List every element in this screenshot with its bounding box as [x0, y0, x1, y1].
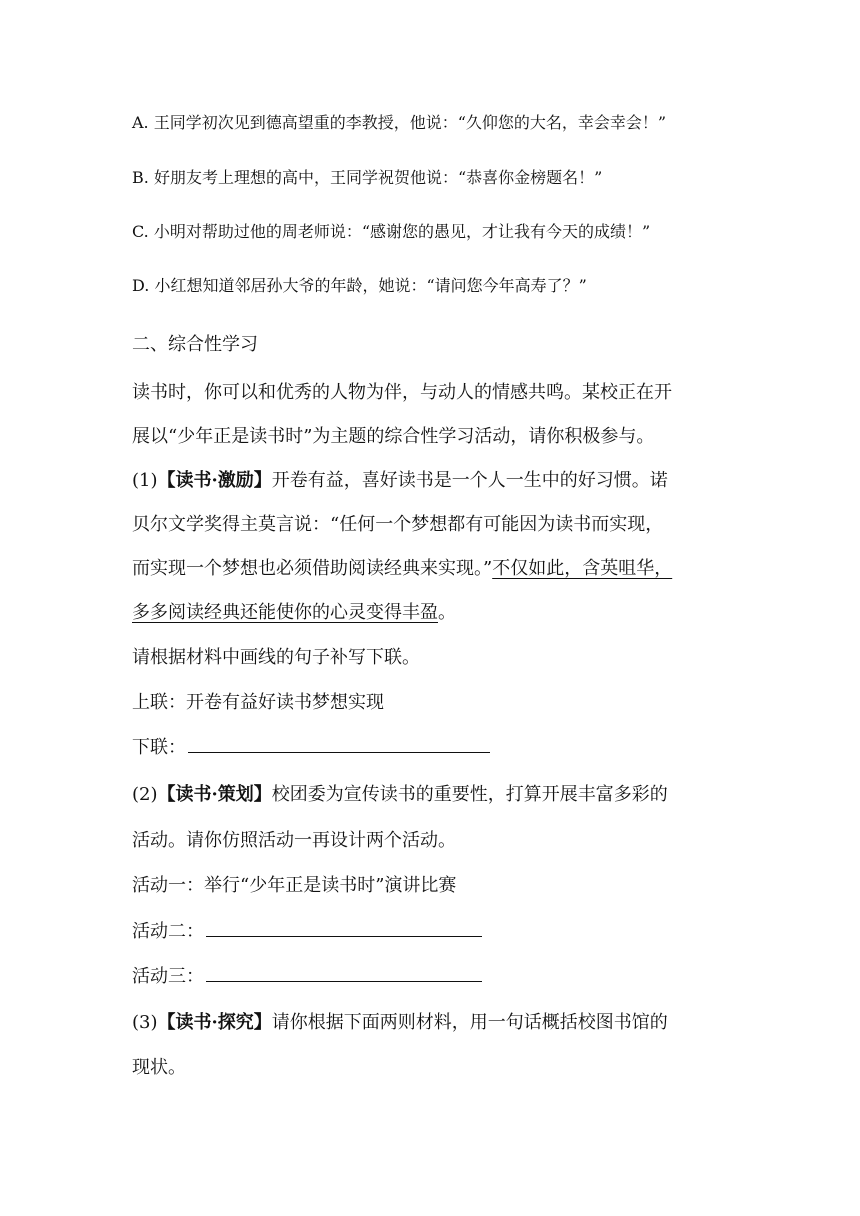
- intro-line-2: 展以“少年正是读书时”为主题的综合性学习活动，请你积极参与。: [132, 426, 655, 447]
- option-a: [132, 110, 666, 133]
- underlined-sentence: 多多阅读经典还能使你的心灵变得丰盈: [132, 602, 438, 623]
- intro-line-1: 读书时，你可以和优秀的人物为伴，与动人的情感共鸣。某校正在开: [132, 382, 672, 403]
- option-c: [132, 219, 650, 242]
- option-text: 王同学初次见到德高望重的李教授，他说：“久仰您的大名，幸会幸会！”: [153, 113, 667, 132]
- option-text: 好朋友考上理想的高中，王同学祝贺他说：“恭喜你金榜题名！”: [153, 168, 603, 187]
- q1-instruction: 请根据材料中画线的句子补写下联。: [132, 647, 420, 668]
- q2-line-1: [132, 780, 668, 806]
- option-letter: D.: [132, 276, 150, 295]
- question-tag: 【读书·策划】: [157, 784, 272, 805]
- q3-line-2: 现状。: [132, 1057, 186, 1078]
- question-number: (1): [132, 470, 158, 491]
- activity-two-label: 活动二：: [132, 921, 204, 942]
- upper-couplet: 上联：开卷有益好读书梦想实现: [132, 692, 384, 713]
- q2-line-2: 活动。请你仿照活动一再设计两个活动。: [132, 830, 456, 851]
- q1-line-4: 多多阅读经典还能使你的心灵变得丰盈。: [132, 602, 456, 623]
- q3-line-1: [132, 1008, 668, 1034]
- q1-plain-text: 而实现一个梦想也必须借助阅读经典来实现。”: [132, 558, 493, 579]
- answer-blank[interactable]: [206, 963, 482, 982]
- q2-text: 校团委为宣传读书的重要性，打算开展丰富多彩的: [271, 784, 668, 805]
- activity-two: [132, 917, 482, 943]
- section-title: 二、综合性学习: [132, 334, 258, 355]
- answer-blank[interactable]: [188, 734, 490, 753]
- question-tag: 【读书·激励】: [157, 470, 272, 491]
- option-d: [132, 273, 587, 296]
- q1-line-2: 贝尔文学奖得主莫言说：“任何一个梦想都有可能因为读书而实现，: [132, 514, 664, 535]
- question-tag: 【读书·探究】: [157, 1012, 272, 1033]
- q1-line-3: [132, 554, 672, 580]
- option-letter: C.: [132, 222, 149, 241]
- q1-line-1: [132, 466, 668, 492]
- option-text: 小明对帮助过他的周老师说：“感谢您的愚见，才让我有今天的成绩！”: [153, 222, 651, 241]
- option-text: 小红想知道邻居孙大爷的年龄，她说：“请问您今年高寿了？”: [154, 276, 587, 295]
- underlined-sentence: 不仅如此，含英咀华，: [492, 558, 673, 579]
- activity-one: 活动一：举行“少年正是读书时”演讲比赛: [132, 875, 457, 896]
- activity-three-label: 活动三：: [132, 966, 204, 987]
- lower-couplet-label: 下联：: [132, 737, 186, 758]
- question-number: (3): [132, 1012, 158, 1033]
- question-number: (2): [132, 784, 158, 805]
- answer-blank[interactable]: [206, 918, 482, 937]
- activity-three: [132, 962, 482, 988]
- q3-text: 请你根据下面两则材料，用一句话概括校图书馆的: [271, 1012, 668, 1033]
- q1-text: 开卷有益，喜好读书是一个人一生中的好习惯。诺: [271, 470, 668, 491]
- option-b: [132, 165, 602, 188]
- lower-couplet: [132, 733, 490, 759]
- option-letter: A.: [132, 113, 149, 132]
- option-letter: B.: [132, 168, 149, 187]
